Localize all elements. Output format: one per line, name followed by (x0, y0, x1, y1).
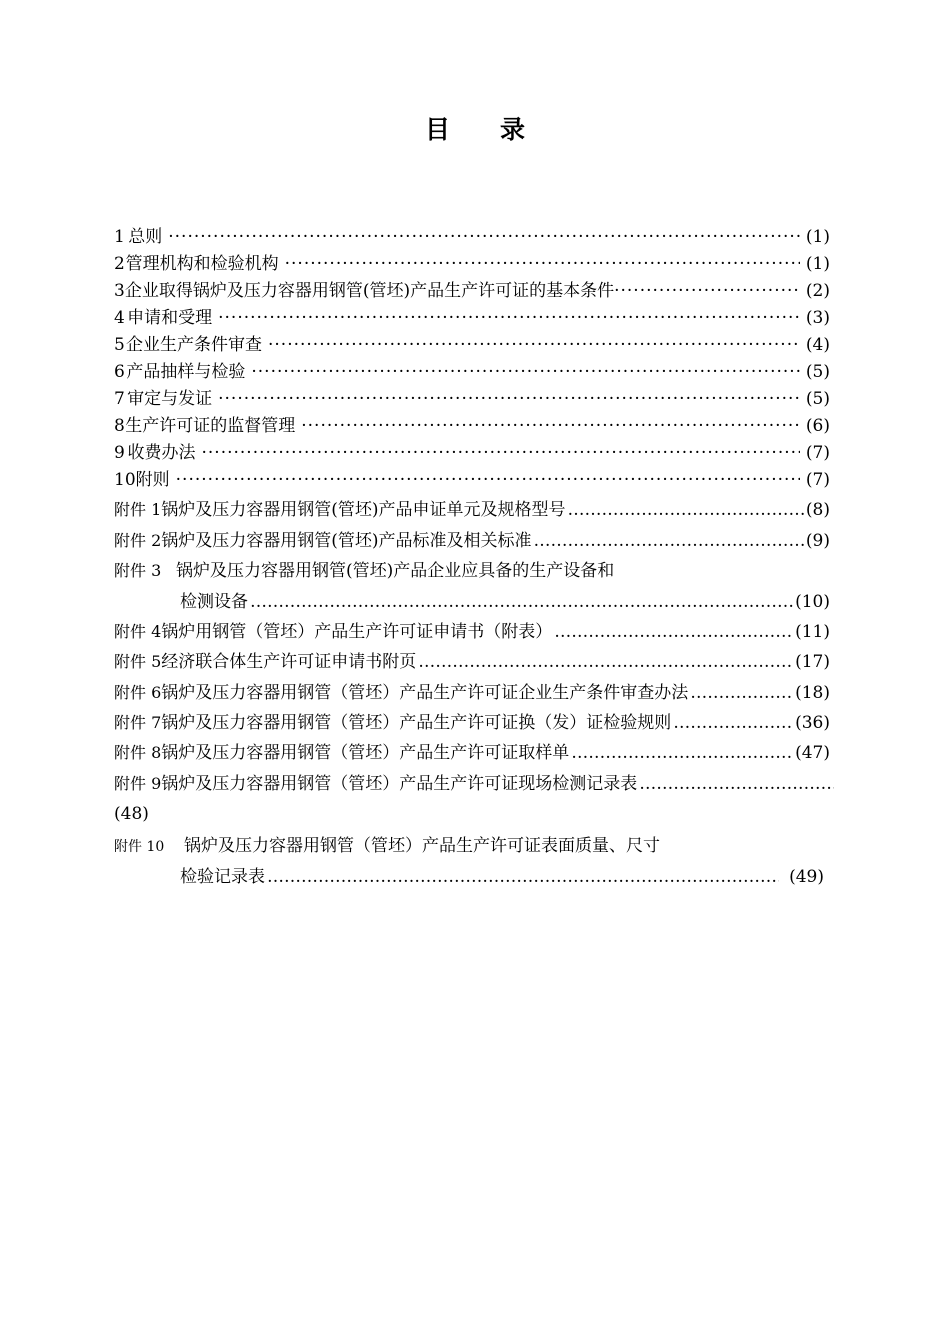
entry-label: 企业取得锅炉及压力容器用钢管(管坯)产品生产许可证的基本条件 (124, 281, 615, 301)
attachment-label: 锅炉及压力容器用钢管(管坯)产品申证单元及规格型号 (161, 500, 566, 520)
entry-number: 8 (114, 416, 125, 436)
entry-number: 1 (114, 227, 125, 247)
entry-label: 审定与发证 (127, 389, 213, 409)
leader-dots (268, 333, 800, 357)
toc-attachment-8[interactable] (114, 741, 830, 765)
toc-attachment-1[interactable] (114, 498, 830, 522)
leader-dots (285, 252, 800, 276)
toc-entry-3[interactable] (114, 279, 830, 303)
toc-entry-9[interactable] (114, 441, 830, 465)
entry-page: (4) (805, 335, 830, 355)
leader-dots (267, 865, 779, 889)
leader-dots (168, 225, 800, 249)
attachment-page: (48) (114, 804, 149, 824)
entry-page: (2) (805, 281, 830, 301)
entry-label: 附则 (135, 470, 170, 490)
leader-dots (201, 441, 799, 465)
attachment-label: 锅炉及压力容器用钢管（管坯）产品生产许可证表面质量、尺寸 (184, 836, 660, 856)
toc-attachment-5[interactable] (114, 650, 830, 674)
leader-dots (673, 711, 793, 735)
attachment-number: 附件 9 (114, 774, 162, 793)
entry-page: (7) (805, 470, 830, 490)
attachment-label: 锅炉及压力容器用钢管（管坯）产品生产许可证取样单 (161, 743, 570, 763)
toc-attachment-9[interactable] (114, 772, 836, 796)
entry-page: (1) (805, 227, 830, 247)
toc-entry-1[interactable] (114, 225, 830, 249)
toc-attachment-3-continued[interactable] (180, 590, 830, 614)
leader-dots (218, 306, 800, 330)
leader-dots (301, 414, 800, 438)
entry-page: (6) (805, 416, 830, 436)
attachment-number: 附件 1 (114, 500, 162, 519)
attachment-label: 锅炉及压力容器用钢管（管坯）产品生产许可证企业生产条件审查办法 (161, 683, 689, 703)
attachment-label-cont: 检验记录表 (180, 867, 265, 887)
attachment-label: 锅炉用钢管（管坯）产品生产许可证申请书（附表） (161, 622, 553, 642)
attachment-page: (36) (795, 713, 830, 733)
page-title (0, 110, 950, 146)
leader-dots (250, 590, 793, 614)
attachment-number: 附件 2 (114, 531, 162, 550)
attachment-label: 锅炉及压力容器用钢管（管坯）产品生产许可证换（发）证检验规则 (161, 713, 672, 733)
leader-dots (534, 529, 804, 553)
entry-number: 9 (114, 443, 125, 463)
title-right-char: 录 (500, 115, 526, 144)
entry-number: 2 (114, 254, 125, 274)
entry-page: (1) (805, 254, 830, 274)
entry-number: 6 (114, 362, 125, 382)
title-left-char: 目 (424, 115, 450, 144)
attachment-page: (8) (805, 500, 830, 520)
entry-label: 总则 (128, 227, 163, 247)
toc-attachment-6[interactable] (114, 681, 830, 705)
toc-attachment-2[interactable] (114, 529, 830, 553)
leader-dots (218, 387, 800, 411)
entry-label: 申请和受理 (127, 308, 213, 328)
attachment-page: (17) (795, 652, 830, 672)
leader-dots (568, 498, 804, 522)
toc-attachment-3[interactable] (114, 559, 614, 583)
toc-attachment-10-continued[interactable] (180, 865, 824, 889)
attachment-page: (18) (795, 683, 830, 703)
toc-entry-2[interactable] (114, 252, 830, 276)
entry-label: 企业生产条件审查 (125, 335, 262, 355)
attachment-page: (47) (795, 743, 830, 763)
leader-dots (251, 360, 800, 384)
entry-label: 生产许可证的监督管理 (125, 416, 296, 436)
entry-number: 7 (114, 389, 125, 409)
entry-number: 10 (114, 470, 136, 490)
attachment-number: 附件 3 (114, 561, 162, 580)
toc-entry-7[interactable] (114, 387, 830, 411)
toc-entry-4[interactable] (114, 306, 830, 330)
toc-entry-5[interactable] (114, 333, 830, 357)
attachment-label: 经济联合体生产许可证申请书附页 (161, 652, 417, 672)
toc-attachment-4[interactable] (114, 620, 830, 644)
entry-label: 管理机构和检验机构 (125, 254, 279, 274)
toc-entry-6[interactable] (114, 360, 830, 384)
attachment-number: 附件 4 (114, 622, 162, 641)
leader-dots (614, 279, 800, 303)
entry-page: (5) (805, 389, 830, 409)
entry-number: 4 (114, 308, 125, 328)
attachment-page: (11) (795, 622, 830, 642)
attachment-label: 锅炉及压力容器用钢管(管坯)产品标准及相关标准 (161, 531, 532, 551)
attachment-page: (10) (795, 592, 830, 612)
leader-dots (690, 681, 793, 705)
attachment-number: 附件 5 (114, 652, 162, 671)
leader-dots (176, 468, 800, 492)
leader-dots (554, 620, 793, 644)
entry-number: 5 (114, 335, 125, 355)
attachment-number: 附件 10 (114, 839, 165, 855)
attachment-label: 锅炉及压力容器用钢管(管坯)产品企业应具备的生产设备和 (176, 561, 615, 581)
attachment-label-cont: 检测设备 (180, 592, 248, 612)
toc-entry-8[interactable] (114, 414, 830, 438)
attachment-number: 附件 7 (114, 713, 162, 732)
leader-dots (418, 650, 793, 674)
entry-page: (7) (805, 443, 830, 463)
attachment-number: 附件 6 (114, 683, 162, 702)
entry-label: 产品抽样与检验 (126, 362, 246, 382)
leader-dots (639, 772, 834, 796)
entry-number: 3 (114, 281, 125, 301)
attachment-page: (49) (789, 867, 824, 887)
toc-entry-10[interactable] (114, 468, 830, 492)
entry-label: 收费办法 (127, 443, 196, 463)
entry-page: (3) (805, 308, 830, 328)
toc-attachment-9-page[interactable] (114, 802, 149, 826)
toc-attachment-10[interactable] (114, 834, 660, 859)
attachment-page: (9) (805, 531, 830, 551)
attachment-number: 附件 8 (114, 743, 162, 762)
attachment-label: 锅炉及压力容器用钢管（管坯）产品生产许可证现场检测记录表 (161, 774, 638, 794)
leader-dots (571, 741, 793, 765)
entry-page: (5) (805, 362, 830, 382)
toc-attachment-7[interactable] (114, 711, 830, 735)
